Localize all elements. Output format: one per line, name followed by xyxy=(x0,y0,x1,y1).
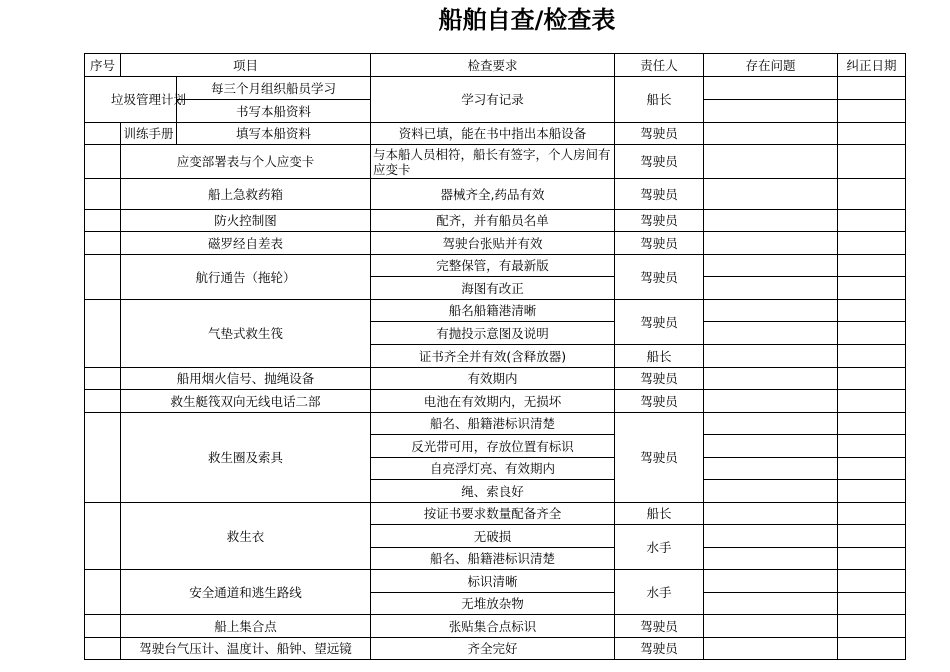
requirement-cell: 电池在有效期内，无损坏 xyxy=(371,390,615,413)
correction-date-cell xyxy=(838,503,906,525)
item-cell: 救生艇筏双向无线电话二部 xyxy=(121,390,371,413)
issues-cell xyxy=(704,145,838,179)
issues-cell xyxy=(704,503,838,525)
correction-date-cell xyxy=(838,480,906,503)
requirement-cell: 有抛投示意图及说明 xyxy=(371,322,615,345)
requirement-cell: 证书齐全并有效(含释放器) xyxy=(371,345,615,368)
item-cell: 防火控制图 xyxy=(121,210,371,232)
responsible-cell: 驾驶员 xyxy=(615,210,704,232)
correction-date-cell xyxy=(838,593,906,615)
requirement-cell: 驾驶台张贴并有效 xyxy=(371,232,615,255)
inspection-table xyxy=(84,53,906,660)
issues-cell xyxy=(704,615,838,638)
correction-date-cell xyxy=(838,145,906,179)
item-cell: 救生衣 xyxy=(121,503,371,570)
header-serial: 序号 xyxy=(85,54,121,77)
issues-cell xyxy=(704,593,838,615)
issues-cell xyxy=(704,458,838,480)
requirement-cell: 无破损 xyxy=(371,525,615,548)
correction-date-cell xyxy=(838,570,906,593)
subitem-cell: 每三个月组织船员学习 xyxy=(177,77,371,100)
header-correction-date: 纠正日期 xyxy=(838,54,906,77)
responsible-cell: 驾驶员 xyxy=(615,413,704,503)
requirement-cell: 绳、索良好 xyxy=(371,480,615,503)
requirement-cell: 自亮浮灯亮、有效期内 xyxy=(371,458,615,480)
serial-cell xyxy=(85,300,121,368)
requirement-cell: 器械齐全,药品有效 xyxy=(371,179,615,210)
responsible-cell: 驾驶员 xyxy=(615,390,704,413)
responsible-cell: 驾驶员 xyxy=(615,255,704,300)
correction-date-cell xyxy=(838,77,906,100)
subitem-cell: 书写本船资料 xyxy=(177,100,371,123)
responsible-cell: 驾驶员 xyxy=(615,615,704,638)
item-cell: 船上急救药箱 xyxy=(121,179,371,210)
issues-cell xyxy=(704,300,838,322)
item-cell: 训练手册 xyxy=(121,123,177,145)
correction-date-cell xyxy=(838,413,906,435)
serial-cell xyxy=(85,638,121,660)
correction-date-cell xyxy=(838,458,906,480)
serial-cell xyxy=(85,210,121,232)
issues-cell xyxy=(704,638,838,660)
responsible-cell: 驾驶员 xyxy=(615,179,704,210)
requirement-cell: 船名、船籍港标识清楚 xyxy=(371,548,615,570)
issues-cell xyxy=(704,548,838,570)
item-cell: 安全通道和逃生路线 xyxy=(121,570,371,615)
issues-cell xyxy=(704,179,838,210)
correction-date-cell xyxy=(838,390,906,413)
correction-date-cell xyxy=(838,179,906,210)
header-item: 项目 xyxy=(121,54,371,77)
issues-cell xyxy=(704,77,838,100)
requirement-cell: 完整保管，有最新版 xyxy=(371,255,615,277)
requirement-cell: 齐全完好 xyxy=(371,638,615,660)
issues-cell xyxy=(704,390,838,413)
responsible-cell: 水手 xyxy=(615,525,704,570)
requirement-cell: 配齐，并有船员名单 xyxy=(371,210,615,232)
issues-cell xyxy=(704,368,838,390)
correction-date-cell xyxy=(838,255,906,277)
document-title: 船舶自查/检查表 xyxy=(438,6,616,34)
serial-cell xyxy=(85,615,121,638)
item-cell: 航行通告（拖轮） xyxy=(121,255,371,300)
item-cell: 垃圾管理计划 xyxy=(121,77,177,123)
correction-date-cell xyxy=(838,210,906,232)
header-issues: 存在问题 xyxy=(704,54,838,77)
issues-cell xyxy=(704,322,838,345)
issues-cell xyxy=(704,413,838,435)
responsible-cell: 水手 xyxy=(615,570,704,615)
issues-cell xyxy=(704,480,838,503)
requirement-cell: 反光带可用，存放位置有标识 xyxy=(371,435,615,458)
requirement-cell: 船名船籍港清晰 xyxy=(371,300,615,322)
item-cell: 船上集合点 xyxy=(121,615,371,638)
requirement-cell: 按证书要求数量配备齐全 xyxy=(371,503,615,525)
issues-cell xyxy=(704,210,838,232)
issues-cell xyxy=(704,525,838,548)
correction-date-cell xyxy=(838,435,906,458)
correction-date-cell xyxy=(838,100,906,123)
issues-cell xyxy=(704,570,838,593)
serial-cell xyxy=(85,413,121,503)
issues-cell xyxy=(704,277,838,300)
responsible-cell: 驾驶员 xyxy=(615,300,704,345)
responsible-cell: 驾驶员 xyxy=(615,368,704,390)
item-cell: 应变部署表与个人应变卡 xyxy=(121,145,371,179)
issues-cell xyxy=(704,345,838,368)
correction-date-cell xyxy=(838,322,906,345)
correction-date-cell xyxy=(838,277,906,300)
correction-date-cell xyxy=(838,345,906,368)
responsible-cell: 船长 xyxy=(615,345,704,368)
issues-cell xyxy=(704,232,838,255)
item-cell: 磁罗经自差表 xyxy=(121,232,371,255)
issues-cell xyxy=(704,123,838,145)
responsible-cell: 驾驶员 xyxy=(615,638,704,660)
requirement-cell: 船名、船籍港标识清楚 xyxy=(371,413,615,435)
issues-cell xyxy=(704,255,838,277)
requirement-cell: 标识清晰 xyxy=(371,570,615,593)
responsible-cell: 驾驶员 xyxy=(615,123,704,145)
issues-cell xyxy=(704,435,838,458)
correction-date-cell xyxy=(838,525,906,548)
requirement-cell: 海图有改正 xyxy=(371,277,615,300)
requirement-cell: 无堆放杂物 xyxy=(371,593,615,615)
item-cell: 救生圈及索具 xyxy=(121,413,371,503)
header-requirement: 检查要求 xyxy=(371,54,615,77)
requirement-cell: 与本船人员相符，船长有签字，个人房间有应变卡 xyxy=(371,145,615,179)
serial-cell xyxy=(85,145,121,179)
correction-date-cell xyxy=(838,548,906,570)
header-responsible: 责任人 xyxy=(615,54,704,77)
serial-cell xyxy=(85,255,121,300)
requirement-cell: 学习有记录 xyxy=(371,77,615,123)
serial-cell xyxy=(85,179,121,210)
requirement-cell: 资料已填，能在书中指出本船设备 xyxy=(371,123,615,145)
correction-date-cell xyxy=(838,123,906,145)
responsible-cell: 驾驶员 xyxy=(615,145,704,179)
serial-cell xyxy=(85,503,121,570)
issues-cell xyxy=(704,100,838,123)
correction-date-cell xyxy=(838,368,906,390)
correction-date-cell xyxy=(838,232,906,255)
serial-cell xyxy=(85,123,121,145)
subitem-cell: 填写本船资料 xyxy=(177,123,371,145)
correction-date-cell xyxy=(838,300,906,322)
correction-date-cell xyxy=(838,615,906,638)
serial-cell xyxy=(85,368,121,390)
serial-cell xyxy=(85,390,121,413)
correction-date-cell xyxy=(838,638,906,660)
item-cell: 驾驶台气压计、温度计、船钟、望远镜 xyxy=(121,638,371,660)
item-cell: 气垫式救生筏 xyxy=(121,300,371,368)
serial-cell xyxy=(85,232,121,255)
responsible-cell: 驾驶员 xyxy=(615,232,704,255)
requirement-cell: 有效期内 xyxy=(371,368,615,390)
requirement-cell: 张贴集合点标识 xyxy=(371,615,615,638)
serial-cell xyxy=(85,570,121,615)
item-cell: 船用烟火信号、抛绳设备 xyxy=(121,368,371,390)
responsible-cell: 船长 xyxy=(615,77,704,123)
responsible-cell: 船长 xyxy=(615,503,704,525)
